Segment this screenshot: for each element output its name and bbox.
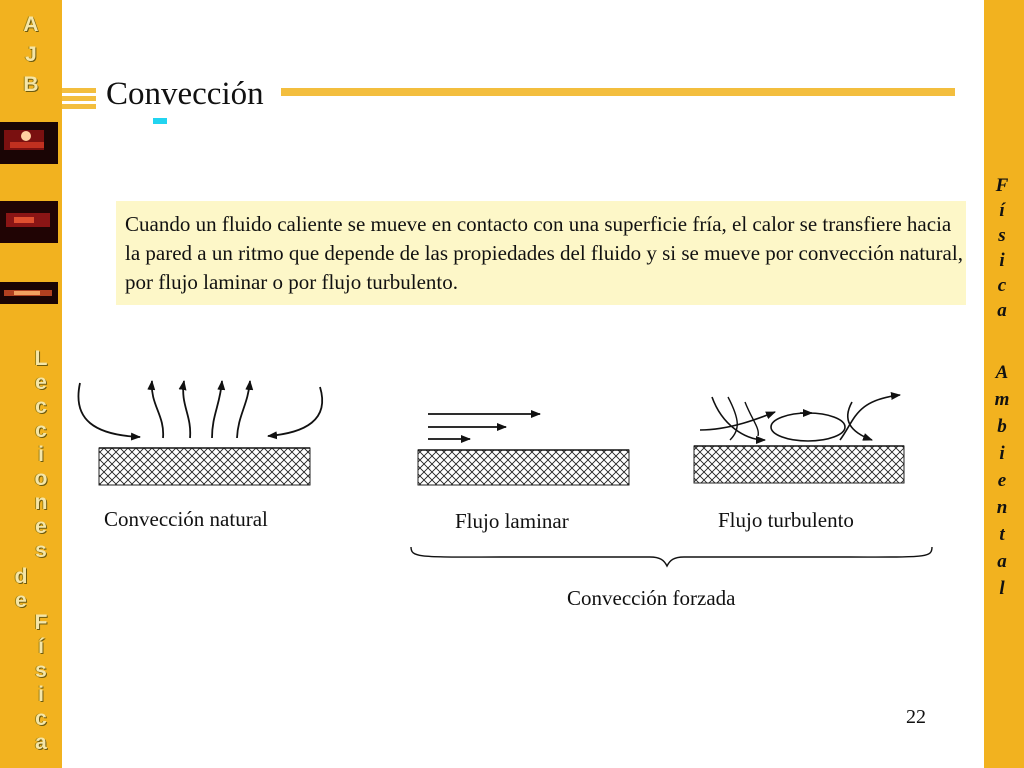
turbulent-flow-label: Flujo turbulento xyxy=(718,508,854,532)
sidebar-letter: J xyxy=(25,43,37,66)
turbulent-surface xyxy=(694,446,904,483)
natural-convection-figure xyxy=(78,381,322,485)
right-sidebar-letter: í xyxy=(999,200,1005,221)
rising-arrow xyxy=(183,381,190,438)
sidebar-letter: F xyxy=(34,611,48,634)
right-sidebar-letter: a xyxy=(997,300,1007,321)
sidebar-letter: B xyxy=(23,73,39,96)
sidebar-letter: c xyxy=(35,395,47,418)
rising-arrow xyxy=(237,381,250,438)
inflow-arrow-left xyxy=(78,383,140,437)
sidebar-letter: í xyxy=(38,635,44,658)
sidebar-letter: e xyxy=(35,515,47,538)
sidebar-letter: i xyxy=(38,443,44,466)
rising-arrow xyxy=(212,381,222,438)
right-sidebar-letter: F xyxy=(995,175,1009,196)
right-sidebar-letter: c xyxy=(997,275,1007,296)
sidebar-letter: i xyxy=(38,683,44,706)
right-sidebar-letter: m xyxy=(994,389,1010,410)
slide-title: Convección xyxy=(106,76,264,112)
right-sidebar-letter: a xyxy=(997,551,1007,572)
right-sidebar-letter: n xyxy=(996,497,1008,518)
sidebar-letter: e xyxy=(35,371,47,394)
sidebar-letter: c xyxy=(35,419,47,442)
right-sidebar-letter: s xyxy=(998,225,1006,246)
sidebar-letter: L xyxy=(34,347,48,370)
right-sidebar-letter: i xyxy=(999,443,1005,464)
sidebar-letter: d xyxy=(14,565,28,588)
rising-arrow xyxy=(152,381,163,438)
laminar-surface xyxy=(418,450,629,485)
right-sidebar-letter: e xyxy=(997,470,1007,491)
laminar-flow-figure xyxy=(418,414,629,485)
right-sidebar-letter: l xyxy=(999,578,1005,599)
right-sidebar-letter: A xyxy=(995,362,1009,383)
sidebar-letter: o xyxy=(34,467,48,490)
sidebar-letter: A xyxy=(23,13,39,36)
natural-surface xyxy=(99,448,310,485)
sidebar-letter: n xyxy=(34,491,48,514)
sidebar-letter: a xyxy=(35,731,47,754)
right-sidebar-letter: b xyxy=(997,416,1007,437)
forced-convection-label: Convección forzada xyxy=(567,586,736,610)
sidebar-letter: s xyxy=(35,659,47,682)
right-sidebar-letter: t xyxy=(999,524,1005,545)
inflow-arrow-right xyxy=(268,387,322,436)
explanation-text: Cuando un fluido caliente se mueve en contacto con una superficie fría, el calor se transfiere hacia la pared a un ritmo que depende de las propiedades del fluido y si se mueve por convección natural, por flujo laminar o por flujo turbulento. xyxy=(125,212,963,294)
turbulent-flow-figure xyxy=(694,395,904,483)
page-number: 22 xyxy=(906,706,926,728)
sidebar-letter: s xyxy=(35,539,47,562)
sidebar-letter: e xyxy=(15,589,27,612)
laminar-flow-label: Flujo laminar xyxy=(455,509,569,533)
right-sidebar-letter: i xyxy=(999,250,1005,271)
eddy xyxy=(771,413,845,441)
natural-convection-label: Convección natural xyxy=(104,507,268,531)
sidebar-letter: c xyxy=(35,707,47,730)
forced-convection-brace xyxy=(411,547,932,566)
